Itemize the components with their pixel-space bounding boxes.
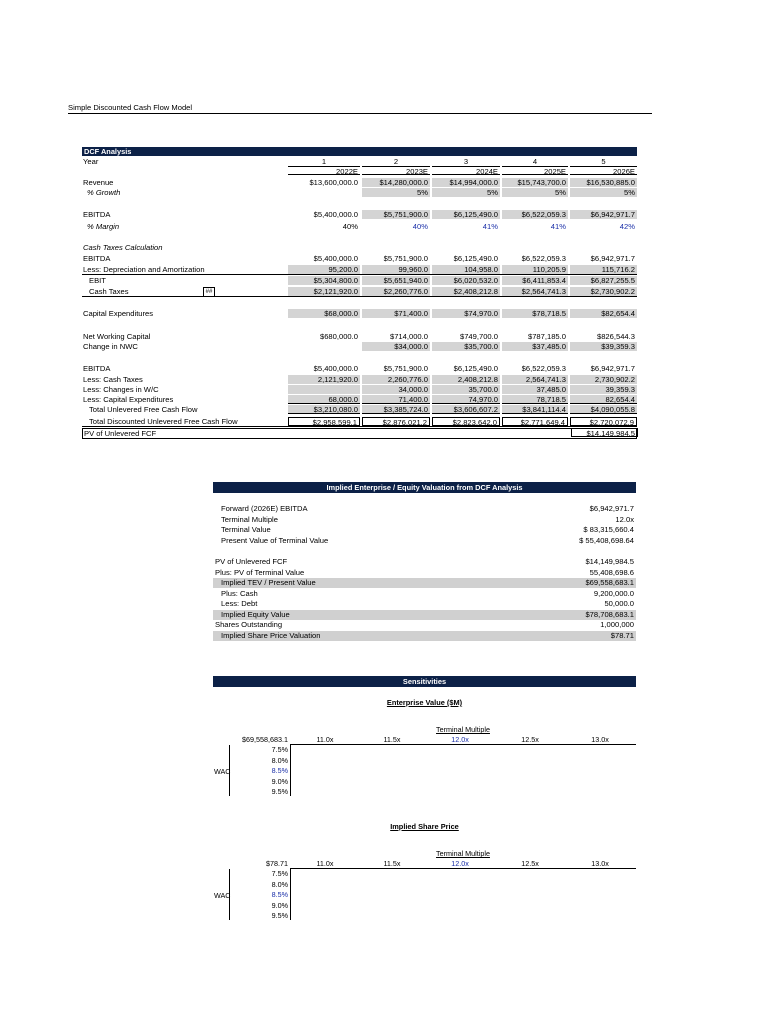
row-header-8.0%: 8.0% — [271, 755, 288, 765]
cell-capex-4: $78,718.5 — [502, 309, 568, 318]
cell-nwc-1: $680,000.0 — [319, 332, 358, 341]
dcf-row-years — [82, 166, 637, 175]
dcf-row-chg-nwc — [82, 342, 637, 351]
cell-da-3: 104,958.0 — [432, 265, 500, 274]
row-label: Net Working Capital — [83, 332, 151, 341]
dcf-row-growth — [82, 188, 637, 197]
col-header-11.0x: 11.0x — [316, 735, 334, 744]
valuation-header: Implied Enterprise / Equity Valuation from DCF Analysis — [213, 482, 636, 493]
col-header-13.0x: 13.0x — [591, 735, 609, 744]
cell-da-1: 95,200.0 — [288, 265, 360, 274]
valuation-row-b6 — [213, 620, 636, 630]
cell-less-wc-2: 34,000.0 — [362, 385, 430, 394]
dcf-row-dufcf — [82, 417, 637, 427]
valuation-value: $6,942,971.7 — [589, 504, 634, 513]
terminal-multiple-label: Terminal Multiple — [436, 849, 490, 858]
dcf-row-less-capex — [82, 395, 637, 404]
valuation-row-b1 — [213, 568, 636, 579]
valuation-value: $78,708,683.1 — [585, 609, 634, 619]
cell-ebit-3: $6,020,532.0 — [432, 276, 500, 285]
dcf-row-ebit — [82, 276, 637, 285]
dcf-row-margin — [82, 222, 637, 231]
cell-year-4: 4 — [532, 157, 538, 166]
row-label: EBIT — [89, 276, 106, 285]
cell-years-1: 2022E — [288, 166, 360, 175]
cell-dufcf-3: $2,823,642.0 — [432, 417, 500, 426]
row-label: Capital Expenditures — [83, 309, 154, 318]
valuation-row-b0 — [213, 557, 636, 567]
cell-ufcf-1: $3,210,080.0 — [288, 405, 360, 414]
cell-revenue-3: $14,994,000.0 — [432, 178, 500, 187]
cell-ufcf-5: $4,090,055.8 — [570, 405, 637, 414]
header-rule — [290, 868, 636, 869]
title-divider — [68, 113, 652, 114]
cell-margin-2: 40% — [412, 222, 428, 231]
valuation-label: Less: Debt — [221, 599, 258, 608]
cell-ebitda3-3: $6,125,490.0 — [453, 364, 498, 373]
cell-chg-nwc-2: $34,000.0 — [362, 342, 430, 351]
valuation-row-b7 — [213, 631, 636, 641]
cell-ebitda2-2: $5,751,900.0 — [383, 254, 428, 263]
cell-chg-nwc-5: $39,359.3 — [570, 342, 637, 351]
dcf-row-ebitda3 — [82, 364, 637, 373]
dcf-row-revenue — [82, 178, 637, 187]
cell-ebit-2: $5,651,940.0 — [362, 276, 430, 285]
row-label: % Margin — [87, 222, 120, 231]
cell-margin-4: 41% — [550, 222, 566, 231]
cell-less-taxes-5: 2,730,902.2 — [570, 375, 637, 384]
cell-ebit-5: $6,827,255.5 — [570, 276, 637, 285]
dcf-row-year — [82, 157, 637, 166]
wacc-label: WAC — [214, 891, 231, 900]
row-label: Cash Taxes — [89, 287, 129, 296]
cell-chg-nwc-4: $37,485.0 — [502, 342, 568, 351]
cell-capex-5: $82,654.4 — [570, 309, 637, 318]
cell-chg-nwc-3: $35,700.0 — [432, 342, 500, 351]
page-title: Simple Discounted Cash Flow Model — [68, 103, 193, 112]
row-label: Total Unlevered Free Cash Flow — [89, 405, 198, 414]
valuation-value: $78.71 — [610, 630, 634, 640]
valuation-row-a3 — [213, 536, 636, 546]
sensitivity-corner: $69,558,683.1 — [242, 735, 288, 744]
cell-ufcf-4: $3,841,114.4 — [502, 405, 568, 414]
row-axis-rule-right — [290, 869, 291, 920]
row-header-8.0%: 8.0% — [271, 879, 288, 889]
col-header-13.0x: 13.0x — [591, 859, 609, 868]
cell-less-wc-3: 35,700.0 — [432, 385, 500, 394]
cell-cash-taxes-5: $2,730,902.2 — [570, 287, 637, 296]
cell-ufcf-3: $3,606,607.2 — [432, 405, 500, 414]
cell-less-capex-1: 68,000.0 — [288, 395, 360, 404]
dcf-row-ebitda — [82, 210, 637, 219]
row-header-9.5%: 9.5% — [271, 911, 288, 920]
col-header-12.5x: 12.5x — [521, 859, 539, 868]
row-label: % Growth — [87, 188, 121, 197]
valuation-value: $14,149,984.5 — [585, 557, 634, 566]
row-label: Cash Taxes Calculation — [83, 243, 163, 252]
valuation-value: $69,558,683.1 — [585, 578, 634, 587]
valuation-row-a1 — [213, 515, 636, 525]
valuation-label: Implied TEV / Present Value — [221, 578, 316, 587]
row-header-7.5%: 7.5% — [271, 869, 288, 878]
col-header-11.5x: 11.5x — [383, 859, 401, 868]
valuation-row-a0 — [213, 504, 636, 514]
row-header-9.0%: 9.0% — [271, 776, 288, 786]
cell-year-2: 2 — [393, 157, 399, 166]
cell-ebitda-5: $6,942,971.7 — [570, 210, 637, 219]
valuation-label: Terminal Value — [221, 525, 271, 534]
valuation-label: Forward (2026E) EBITDA — [221, 504, 308, 513]
header-rule — [290, 744, 636, 745]
cell-cash-taxes-3: $2,408,212.8 — [432, 287, 500, 296]
dcf-row-ebitda2 — [82, 254, 637, 263]
sensitivity-corner: $78.71 — [266, 859, 288, 868]
cell-ebitda3-2: $5,751,900.0 — [383, 364, 428, 373]
cell-ebitda-3: $6,125,490.0 — [432, 210, 500, 219]
cell-capex-2: $71,400.0 — [362, 309, 430, 318]
cell-dufcf-5: $2,720,072.9 — [570, 417, 637, 426]
sensitivities-header: Sensitivities — [213, 676, 636, 687]
cell-margin-5: 42% — [619, 222, 635, 231]
cell-revenue-4: $15,743,700.0 — [502, 178, 568, 187]
cell-ebitda2-5: $6,942,971.7 — [590, 254, 635, 263]
cell-pv-ufcf: $14,149,984.5 — [571, 428, 638, 437]
cell-ebitda2-4: $6,522,059.3 — [521, 254, 566, 263]
wacc-label: WAC — [214, 767, 231, 776]
cell-dufcf-1: $2,958,599.1 — [288, 417, 360, 426]
dcf-header: DCF Analysis — [82, 147, 637, 156]
row-axis-rule-right — [290, 745, 291, 796]
cell-da-5: 115,716.2 — [570, 265, 637, 274]
valuation-value: $ 83,315,660.4 — [583, 525, 634, 534]
cell-less-capex-2: 71,400.0 — [362, 395, 430, 404]
cell-year-3: 3 — [463, 157, 469, 166]
col-header-12.5x: 12.5x — [521, 735, 539, 744]
cell-ebitda3-1: $5,400,000.0 — [313, 364, 358, 373]
cell-less-taxes-1: 2,121,920.0 — [288, 375, 360, 384]
valuation-row-b4 — [213, 599, 636, 609]
row-label: Less: Capital Expenditures — [83, 395, 174, 404]
cell-dufcf-4: $2,771,649.4 — [502, 417, 568, 426]
dcf-row-da — [82, 265, 637, 275]
dcf-row-pv-ufcf — [82, 428, 637, 439]
cell-revenue-2: $14,280,000.0 — [362, 178, 430, 187]
valuation-row-a2 — [213, 525, 636, 535]
cell-ebitda-2: $5,751,900.0 — [362, 210, 430, 219]
cell-ebitda3-4: $6,522,059.3 — [521, 364, 566, 373]
cell-growth-5: 5% — [570, 188, 637, 197]
row-label: Less: Cash Taxes — [83, 375, 143, 384]
valuation-value: 1,000,000 — [600, 620, 634, 629]
row-header-9.5%: 9.5% — [271, 787, 288, 796]
row-label: Change in NWC — [83, 342, 138, 351]
cell-ufcf-2: $3,385,724.0 — [362, 405, 430, 414]
dcf-row-ufcf — [82, 405, 637, 414]
row-header-8.5%: 8.5% — [271, 766, 288, 775]
cell-less-wc-1 — [288, 385, 360, 394]
row-label: EBITDA — [83, 254, 111, 263]
valuation-label: Shares Outstanding — [215, 620, 283, 629]
cell-ebitda-1: $5,400,000.0 — [313, 210, 358, 219]
cell-less-capex-5: 82,654.4 — [570, 395, 637, 404]
valuation-value: 50,000.0 — [604, 599, 634, 608]
cell-ebitda3-5: $6,942,971.7 — [590, 364, 635, 373]
marker-box: ## — [203, 287, 215, 297]
cell-less-taxes-2: 2,260,776.0 — [362, 375, 430, 384]
cell-growth-2: 5% — [362, 188, 430, 197]
cell-revenue-5: $16,530,885.0 — [570, 178, 637, 187]
cell-da-2: 99,960.0 — [362, 265, 430, 274]
valuation-label: Plus: PV of Terminal Value — [215, 567, 305, 577]
dcf-row-cash-tax-calc — [82, 243, 637, 252]
valuation-row-b3 — [213, 589, 636, 599]
valuation-label: Plus: Cash — [221, 588, 258, 598]
cell-years-4: 2025E — [502, 166, 568, 175]
cell-less-taxes-4: 2,564,741.3 — [502, 375, 568, 384]
row-label: Revenue — [83, 178, 114, 187]
valuation-label: Implied Equity Value — [221, 609, 290, 619]
cell-growth-4: 5% — [502, 188, 568, 197]
cell-margin-3: 41% — [482, 222, 498, 231]
cell-years-5: 2026E — [570, 166, 637, 175]
row-label: EBITDA — [83, 364, 111, 373]
cell-da-4: 110,205.9 — [502, 265, 568, 274]
cell-years-3: 2024E — [432, 166, 500, 175]
col-header-12.0x: 12.0x — [451, 735, 469, 744]
cell-nwc-2: $714,000.0 — [389, 332, 428, 341]
valuation-value: $ 55,408,698.64 — [579, 535, 634, 545]
row-label: PV of Unlevered FCF — [84, 429, 157, 438]
cell-capex-1: $68,000.0 — [288, 309, 360, 318]
dcf-row-less-taxes — [82, 375, 637, 384]
row-header-8.5%: 8.5% — [271, 890, 288, 899]
col-header-12.0x: 12.0x — [451, 859, 469, 868]
row-label: Less: Changes in W/C — [83, 385, 159, 394]
cell-ebitda-4: $6,522,059.3 — [502, 210, 568, 219]
col-header-11.5x: 11.5x — [383, 735, 401, 744]
cell-nwc-3: $749,700.0 — [459, 332, 498, 341]
cell-growth-3: 5% — [432, 188, 500, 197]
cell-less-capex-4: 78,718.5 — [502, 395, 568, 404]
cell-year-5: 5 — [601, 157, 606, 166]
valuation-label: Present Value of Terminal Value — [221, 535, 329, 545]
row-label: Year — [83, 157, 99, 166]
cell-dufcf-2: $2,876,021.2 — [362, 417, 430, 426]
dcf-row-cash-taxes — [82, 287, 637, 297]
cell-cash-taxes-4: $2,564,741.3 — [502, 287, 568, 296]
terminal-multiple-label: Terminal Multiple — [436, 725, 490, 734]
valuation-label: PV of Unlevered FCF — [215, 557, 288, 566]
cell-nwc-4: $787,185.0 — [527, 332, 566, 341]
cell-revenue-1: $13,600,000.0 — [309, 178, 358, 187]
cell-capex-3: $74,970.0 — [432, 309, 500, 318]
cell-less-wc-5: 39,359.3 — [570, 385, 637, 394]
cell-year-1: 1 — [321, 157, 327, 166]
cell-margin-1: 40% — [342, 222, 358, 231]
dcf-row-less-wc — [82, 385, 637, 394]
cell-less-taxes-3: 2,408,212.8 — [432, 375, 500, 384]
cell-ebit-1: $5,304,800.0 — [288, 276, 360, 285]
cell-nwc-5: $826,544.3 — [596, 332, 635, 341]
cell-growth-1 — [288, 188, 360, 197]
cell-cash-taxes-2: $2,260,776.0 — [362, 287, 430, 296]
cell-ebit-4: $6,411,853.4 — [502, 276, 568, 285]
valuation-label: Terminal Multiple — [221, 514, 278, 524]
sensitivity-title: Enterprise Value ($M) — [386, 698, 463, 707]
valuation-value: 9,200,000.0 — [593, 588, 634, 598]
col-header-11.0x: 11.0x — [316, 859, 334, 868]
cell-cash-taxes-1: $2,121,920.0 — [288, 287, 360, 296]
cell-ebitda2-1: $5,400,000.0 — [313, 254, 358, 263]
valuation-row-b5 — [213, 610, 636, 620]
dcf-row-nwc — [82, 332, 637, 341]
row-header-9.0%: 9.0% — [271, 900, 288, 910]
cell-chg-nwc-1 — [288, 342, 360, 351]
valuation-label: Implied Share Price Valuation — [221, 630, 321, 640]
row-header-7.5%: 7.5% — [271, 745, 288, 754]
row-label: Less: Depreciation and Amortization — [83, 265, 205, 274]
valuation-value: 55,408,698.6 — [589, 567, 634, 577]
dcf-row-capex — [82, 309, 637, 318]
cell-ebitda2-3: $6,125,490.0 — [453, 254, 498, 263]
row-label: Total Discounted Unlevered Free Cash Flow — [89, 417, 238, 426]
row-label: EBITDA — [83, 210, 111, 219]
sensitivity-title: Implied Share Price — [390, 822, 459, 831]
cell-less-wc-4: 37,485.0 — [502, 385, 568, 394]
cell-years-2: 2023E — [362, 166, 430, 175]
cell-less-capex-3: 74,970.0 — [432, 395, 500, 404]
valuation-value: 12.0x — [615, 514, 634, 524]
valuation-row-b2 — [213, 578, 636, 588]
